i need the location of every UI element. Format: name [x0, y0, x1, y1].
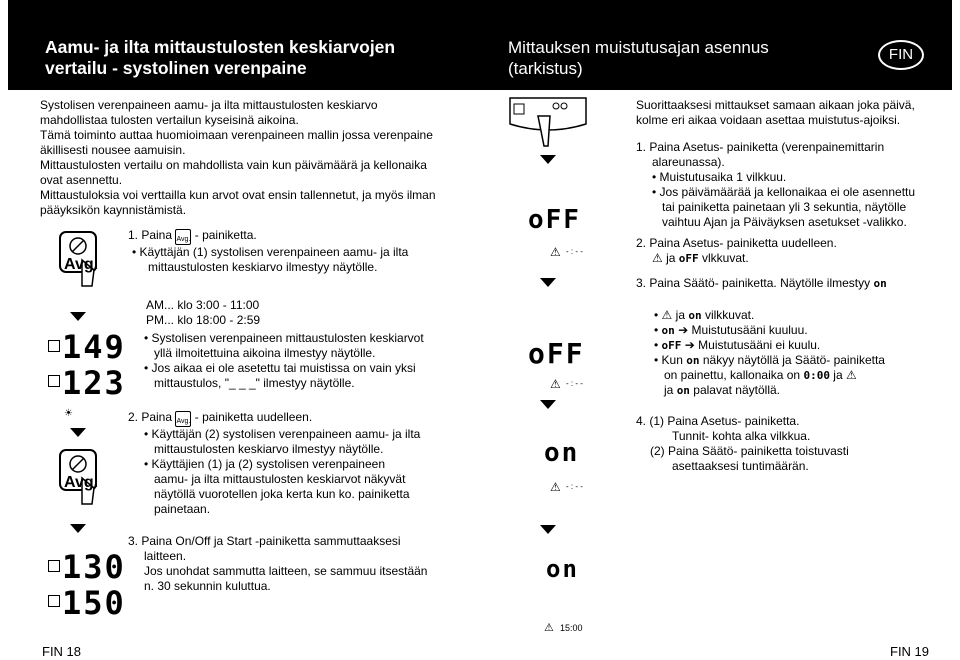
r-bullet-text: Muistutusääni kuuluu.	[691, 323, 808, 337]
step2-bullet-cont: aamu- ja ilta mittaustulosten keskiarvot näkyvät	[154, 472, 406, 486]
r-bullet-text: palavat näytöllä.	[693, 383, 781, 397]
r-bullet-end: vilkkuvat.	[704, 308, 755, 322]
lcd-value-bottom: 150	[62, 584, 126, 622]
arrow-right-icon: ➔	[684, 338, 695, 352]
step1-bullet-cont: mittaustulosten keskiarvo ilmestyy näytölle.	[148, 260, 378, 274]
lcd-on-time-display	[540, 555, 590, 635]
lcd-on-blinking-display	[528, 428, 588, 493]
step2	[128, 410, 468, 517]
evening-icon	[48, 375, 60, 387]
step3-line: n. 30 sekunnin kuluttua.	[144, 579, 271, 593]
morning-icon	[48, 560, 60, 572]
r-step1-bullet: • Muistutusaika 1 vilkkuu.	[636, 170, 936, 185]
intro-line: Tämä toiminto auttaa huomioimaan verenpaineen mallin jossa verenpaine	[40, 128, 433, 142]
r-step4-line: Tunnit- kohta alka vilkkua.	[672, 429, 811, 443]
intro-line: mahdollistaa tulosten vertailun kyseisinä aikoina.	[40, 113, 299, 127]
bell-icon: ⚠	[661, 308, 673, 322]
on-inline-icon: on	[873, 277, 887, 290]
morning-icon	[48, 340, 60, 352]
right-header-line1: Mittauksen muistutusajan asennus	[508, 38, 769, 57]
intro-line: Systolisen verenpaineen aamu- ja ilta mittaustulosten keskiarvo	[40, 98, 378, 112]
r-step2-line: 2. Paina Asetus- painiketta uudelleen.	[636, 236, 837, 250]
am-pm-bullet: • Systolisen verenpaineen mittaustulosten keskiarvot	[144, 331, 464, 346]
right-step3	[636, 276, 936, 291]
on-inline-icon: on	[686, 354, 700, 367]
page-number-right: FIN 19	[890, 644, 930, 659]
on-inline-icon: on	[661, 324, 675, 337]
right-header-title	[508, 37, 769, 79]
lcd-display-2	[46, 548, 126, 635]
avg-label: Avg.	[64, 474, 99, 491]
r-step2-mid: ja	[666, 251, 676, 265]
lcd-time-dashes: - : - -	[566, 379, 583, 388]
r-step1-bullet-cont: tai painiketta painetaan yli 3 sekuntia, näytölle	[662, 200, 907, 214]
down-arrow-icon	[540, 525, 556, 534]
r-step4-line: asettaaksesi tuntimäärän.	[672, 459, 809, 473]
lcd-value-top: 149	[62, 328, 126, 366]
r-step1-line: alareunassa).	[652, 155, 725, 169]
time-inline-icon: 0:00	[803, 369, 830, 382]
lcd-value-top: 130	[62, 548, 126, 586]
left-header-line1: Aamu- ja ilta mittaustulosten keskiarvojen	[45, 37, 396, 57]
step3-line: 3. Paina On/Off ja Start -painiketta sammuttaaksesi	[128, 534, 401, 548]
step3-line: laitteen.	[144, 549, 187, 563]
r-bullet-text: ja	[664, 383, 674, 397]
step2-label: 2. Paina	[128, 410, 173, 424]
r-bullet-mid: ja	[675, 308, 685, 322]
right-step4	[636, 414, 936, 474]
down-arrow-icon	[540, 278, 556, 287]
step2-bullet: • Käyttäjän (2) systolisen verenpaineen aamu- ja ilta	[128, 427, 468, 442]
user-icon: ☀	[64, 408, 73, 419]
right-intro-line: Suorittaaksesi mittaukset samaan aikaan joka päivä,	[636, 98, 915, 112]
avg-button-icon: Avg.	[175, 411, 191, 427]
lcd-display-1	[46, 328, 126, 415]
left-intro	[40, 98, 460, 218]
arrow-right-icon: ➔	[678, 323, 689, 337]
bell-icon: ⚠	[550, 480, 561, 494]
lcd-off-display	[528, 205, 588, 265]
right-header-line2: (tarkistus)	[508, 59, 583, 78]
r-bullet-text: on painettu, kallonaika on	[664, 368, 801, 382]
lcd-on-text: on	[546, 555, 579, 583]
page-number-left: FIN 18	[42, 644, 82, 659]
down-arrow-icon	[70, 312, 86, 321]
lcd-time-dashes: - : - -	[566, 247, 583, 256]
am-range: AM... klo 3:00 - 11:00	[146, 298, 260, 312]
lcd-off-text: oFF	[528, 337, 585, 370]
intro-line: Mittaustuloksia voi verttailla kun arvot ovat ensin tallennetut, ja myös ilman	[40, 188, 436, 202]
r-step2-end: vlkkuvat.	[702, 251, 749, 265]
r-bullet-text: Kun	[661, 353, 683, 367]
r-step1-bullet-cont: vaihtuu Ajan ja Päiväyksen asetukset -valikko.	[662, 215, 907, 229]
step1-suffix: - painiketta.	[194, 228, 257, 242]
on-inline-icon: on	[676, 384, 690, 397]
right-step2	[636, 236, 936, 266]
avg-button-illustration	[58, 448, 98, 508]
intro-line: äkillisesti nousee aamuisin.	[40, 143, 186, 157]
lcd-off-text: oFF	[528, 205, 581, 235]
am-pm-bullet-cont: mittaustulos, "_ _ _" ilmestyy näytölle.	[154, 376, 355, 390]
bell-icon: ⚠	[550, 377, 561, 391]
step2-bullet: • Käyttäjien (1) ja (2) systolisen verenpaineen	[128, 457, 468, 472]
down-arrow-icon	[540, 155, 556, 164]
am-pm-bullet-cont: yllä ilmoitettuina aikoina ilmestyy näytölle.	[154, 346, 376, 360]
bell-icon: ⚠	[544, 622, 554, 634]
step3	[128, 534, 468, 594]
r-step4-line: (2) Paina Säätö- painiketta toistuvasti	[650, 444, 849, 458]
left-header-title	[45, 37, 395, 79]
step2-bullet-cont: näytöllä vuorotellen joka kerta kun ko. painiketta	[154, 487, 410, 501]
language-badge: FIN	[878, 40, 924, 70]
off-inline-icon: oFF	[678, 252, 699, 265]
lcd-off-blinking-display	[528, 325, 588, 390]
meter-top-illustration	[508, 94, 588, 149]
step2-bullet-cont: mittaustulosten keskiarvo ilmestyy näytölle.	[154, 442, 384, 456]
am-pm-bullet: • Jos aikaa ei ole asetettu tai muistissa on vain yksi	[144, 361, 464, 376]
right-intro-line: kolme eri aikaa voidaan asettaa muistutus-ajoiksi.	[636, 113, 901, 127]
step1-label: 1. Paina	[128, 228, 173, 242]
r-bullet-text: näkyy näytöllä ja Säätö- painiketta	[702, 353, 885, 367]
step1	[128, 228, 468, 275]
bell-icon: ⚠	[550, 245, 561, 259]
am-pm-bullets	[144, 331, 464, 391]
r-step3-line: 3. Paina Säätö- painiketta. Näytölle ilmestyy	[636, 276, 871, 290]
right-step1	[636, 140, 936, 230]
r-bullet-text: ja	[833, 368, 843, 382]
off-inline-icon: oFF	[661, 339, 682, 352]
lcd-value-bottom: 123	[62, 364, 126, 402]
down-arrow-icon	[70, 524, 86, 533]
r-step1-bullet: • Jos päivämäärää ja kellonaikaa ei ole asennettu	[636, 185, 936, 200]
right-bullets	[654, 308, 944, 398]
pm-range: PM... klo 18:00 - 2:59	[146, 313, 261, 327]
intro-line: Mittaustulosten vertailu on mahdollista vain kun päivämäärä ja kellonaika	[40, 158, 427, 172]
bell-icon: ⚠	[845, 368, 857, 382]
avg-button-illustration	[58, 230, 98, 290]
step2-bullet-cont: painetaan.	[154, 502, 211, 516]
evening-icon	[48, 595, 60, 607]
down-arrow-icon	[540, 400, 556, 409]
lcd-clock: 15:00	[560, 623, 583, 633]
step2-suffix: - painiketta uudelleen.	[194, 410, 313, 424]
intro-line: pääyksikön kaynnistämistä.	[40, 203, 187, 217]
am-pm-block	[146, 298, 466, 328]
on-inline-icon: on	[688, 309, 702, 322]
r-step4-line: 4. (1) Paina Asetus- painiketta.	[636, 414, 800, 428]
avg-button-icon: Avg.	[175, 229, 191, 245]
lcd-time-dashes: - : - -	[566, 482, 583, 491]
left-header-line2: vertailu - systolinen verenpaine	[45, 58, 307, 78]
lcd-on-text: on	[544, 438, 580, 468]
step1-bullet: • Käyttäjän (1) systolisen verenpaineen aamu- ja ilta	[128, 245, 468, 260]
intro-line: ovat asennettu.	[40, 173, 123, 187]
r-step1-line: 1. Paina Asetus- painiketta (verenpainemittarin	[636, 140, 885, 154]
down-arrow-icon	[70, 428, 86, 437]
right-intro	[636, 98, 936, 128]
step3-line: Jos unohdat sammutta laitteen, se sammuu itsestään	[144, 564, 428, 578]
r-bullet-text: Muistutusääni ei kuulu.	[698, 338, 821, 352]
bell-icon: ⚠	[652, 251, 663, 265]
avg-label: Avg.	[64, 256, 99, 273]
